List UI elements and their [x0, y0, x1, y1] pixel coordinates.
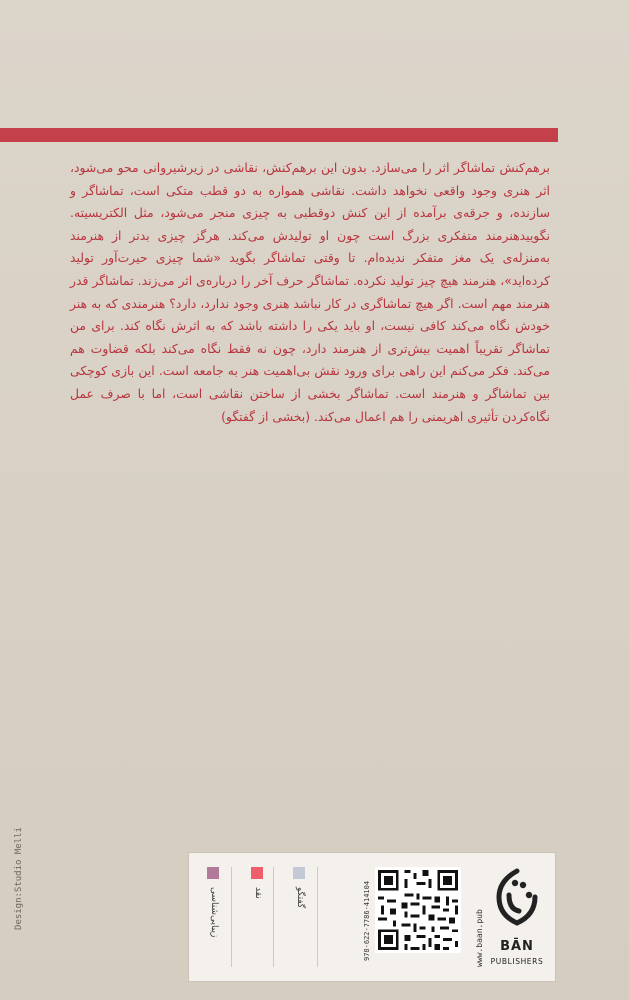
publisher-logo-icon: [489, 865, 545, 933]
publisher-website[interactable]: www.baan.pub: [475, 909, 484, 967]
category-conversation: [293, 867, 305, 909]
back-cover-blurb: برهم‌کنش تماشاگر اثر را می‌سازد. بدون این برهم‌کنش، نقاشی در زیرشیروانی محو می‌شود، اثر هنری وجود واقعی نخواهد داشت. نقاشی همواره به دو قطب متکی است، تماشاگر و سازنده، و جرقه‌ی برآمده از این کنش دوقطبی به چیزی منجر می‌شود، مثل الکتریسیته. نگوییدهنرمند متفکری بزرگ است چون او تولیدش می‌کند. هرگز چیزی بدتر از هنرمند به‌منزله‌ی یک مغز متفکر ندیده‌ام. تا وقتی تماشاگر بگوید «شما چیزی حیرت‌آور تولید کرده‌اید»، هنرمند هیچ چیز تولید نکرده. تماشاگر حرف آخر را درباره‌ی اثر می‌زند. تماشاگر قدر هنرمند مهم است. اگر هیچ تماشاگری در کار نباشد هنری وجود ندارد، دارد؟ هنرمندی که به هنر خودش نگاه می‌کند کافی نیست، او باید یکی را داشته باشد که به اثرش نگاه کند. برای من تماشاگر تقریباً اهمیت بیش‌تری از هنرمند دارد، چون نه فقط نگاه می‌کند بلکه قضاوت هم می‌کند. فکر می‌کنم این راهی برای ورود نقش بی‌اهمیت هنر به جامعه است. این بازی کوچکی بین تماشاگر و هنرمند است. تماشاگر بخشی از ساختن نقاشی است، اما با صرف عمل نگاه‌کردن تأثیری اهریمنی را هم اعمال می‌کند. (بخشی از گفتگو): [70, 160, 550, 424]
panel-divider: [317, 867, 318, 967]
qr-code-icon[interactable]: [375, 867, 461, 953]
publisher-subtitle: PUBLISHERS: [490, 957, 544, 966]
isbn-number: 978-622-7786-414104: [363, 880, 371, 961]
panel-divider: [231, 867, 232, 967]
panel-divider: [273, 867, 274, 967]
category-swatch: [293, 867, 305, 879]
category-label: نقد: [253, 887, 263, 899]
designer-credit: Design:Studio Melli: [14, 827, 24, 930]
category-critique: [251, 867, 263, 899]
category-label: گفتگو: [295, 887, 305, 909]
category-aesthetics: [207, 867, 219, 938]
category-swatch: [207, 867, 219, 879]
red-accent-bar: [0, 128, 558, 142]
publisher-name: BĀN: [500, 939, 534, 954]
category-label: زیبایی‌شناسی: [209, 887, 219, 938]
category-swatch: [251, 867, 263, 879]
back-info-panel: [188, 852, 556, 982]
